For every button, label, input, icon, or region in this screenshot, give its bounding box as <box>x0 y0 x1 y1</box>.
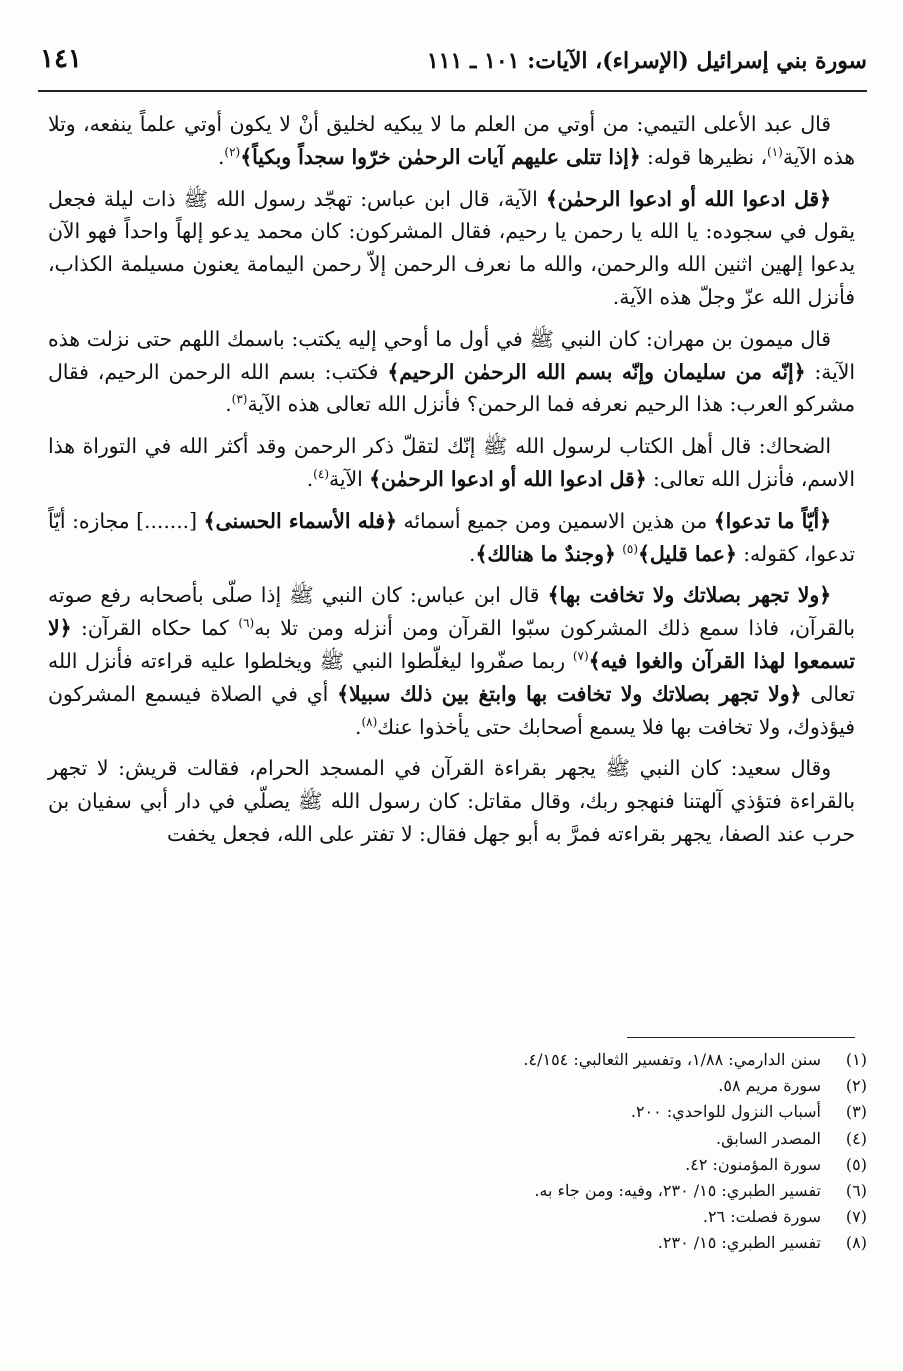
text-run: قال ميمون بن مهران: كان النبي ﷺ في أول ما أوحي إليه يكتب: باسمك اللهم حتى نزلت هذه الآية: <box>48 326 855 384</box>
text-run: . <box>225 392 232 417</box>
text-run: أي في الصلاة فيسمع المشركون فيؤذوك، ولا تخافت بها فلا يسمع أصحابك حتى يأخذوا عنك <box>48 681 855 739</box>
text-run: . <box>355 714 362 739</box>
footnote-number: (٧) <box>845 1207 867 1227</box>
paragraph <box>48 579 855 743</box>
footnote-text: تفسير الطبري: ١٥/ ٢٣٠، وفيه: ومن جاء به. <box>534 1181 821 1201</box>
quran-verse: ﴿فله الأسماء الحسنى﴾ <box>203 508 397 533</box>
paragraph <box>48 752 855 850</box>
text-run: ربما صفّروا ليغلّطوا النبي ﷺ ويخلطوا عليه قراءته فأنزل الله تعالى <box>48 648 856 706</box>
footnote-ref: (٣) <box>231 392 248 407</box>
quran-verse: ﴿ولا تجهر بصلاتك ولا تخافت بها وابتغ بين ذلك سبيلا﴾ <box>337 681 802 706</box>
footnote-text: سنن الدارمي: ١/٨٨، وتفسير الثعالبي: ٤/١٥٤. <box>523 1050 821 1069</box>
text-run: . <box>217 144 225 169</box>
paragraph <box>48 108 855 174</box>
footnote-ref: (٢) <box>224 145 241 160</box>
footnote-item <box>48 1047 867 1073</box>
text-run: . <box>306 466 314 491</box>
paragraph <box>48 430 855 496</box>
paragraph <box>48 505 855 571</box>
page-header <box>38 42 867 88</box>
text-run: كما حكاه القرآن: <box>71 616 239 641</box>
footnote-number: (٣) <box>845 1102 867 1122</box>
text-run: فكتب: بسم الله الرحمن الرحيم، فقال مشركو العرب: هذا الرحيم نعرفه فما الرحمن؟ فأنزل الله تعالى هذه الآية <box>48 359 855 417</box>
footnote-ref: (٥) <box>622 541 639 556</box>
footnote-text: أسباب النزول للواحدي: ٢٠٠. <box>630 1102 821 1122</box>
text-run: قال عبد الأعلى التيمي: من أوتي من العلم ما لا يبكيه لخليق أنْ لا يكون أوتي علماً ينفعه، وتلا هذه الآية <box>48 112 855 169</box>
footnote-number: (٨) <box>845 1233 867 1253</box>
quran-verse: ﴿وجندٌ ما هنالك﴾ <box>475 541 616 566</box>
text-run: الآية، قال ابن عباس: تهجّد رسول الله ﷺ ذات ليلة فجعل يقول في سجوده: يا الله يا رحمن يا رحيم، فقال المشركون: كان محمد يدعو إلهاً واحداً فهو الآن يدعوا إلهين اثنين الله والرحمن، والله ما نعرف الرحمن إلاّ رحمن اليمامة يعنون مسيلمة الكذاب، فأنزل الله عزّ وجلّ هذه الآية. <box>48 186 855 309</box>
quran-verse: ﴿إذا تتلى عليهم آيات الرحمٰن خرّوا سجداً وبكياً﴾ <box>240 144 641 169</box>
page-number: ١٤١ <box>40 44 82 74</box>
text-run: . <box>469 541 476 566</box>
main-text <box>48 108 855 860</box>
header-rule <box>38 90 867 92</box>
footnote-separator <box>627 1037 855 1038</box>
quran-verse: ﴿أيّاً ما تدعوا﴾ <box>713 508 831 533</box>
text-run: من هذين الاسمين ومن جميع أسمائه <box>396 508 714 533</box>
footnote-item <box>48 1126 867 1152</box>
footnote-text: تفسير الطبري: ١٥/ ٢٣٠. <box>657 1233 821 1253</box>
footnote-ref: (٨) <box>361 714 378 729</box>
footnote-text: سورة المؤمنون: ٤٢. <box>685 1154 821 1174</box>
footnote-item <box>48 1073 867 1099</box>
quran-verse: ﴿قل ادعوا الله أو ادعوا الرحمٰن﴾ <box>545 186 832 211</box>
footnote-text: المصدر السابق. <box>715 1128 821 1148</box>
text-run: ، نظيرها قوله: <box>640 144 768 169</box>
quran-verse: ﴿قل ادعوا الله أو ادعوا الرحمٰن﴾ <box>369 466 647 491</box>
text-run: الضحاك: قال أهل الكتاب لرسول الله ﷺ إنّك لتقلّ ذكر الرحمن وقد أكثر الله في التوراة هذا الاسم، فأنزل الله تعالى: <box>48 434 855 491</box>
footnote-item <box>48 1204 867 1230</box>
quran-verse: ﴿عما قليل﴾ <box>638 541 737 566</box>
footnote-ref: (٦) <box>238 616 255 631</box>
footnote-item <box>48 1230 867 1256</box>
footnote-ref: (٤) <box>313 467 329 482</box>
footnote-item <box>48 1152 867 1178</box>
footnote-item <box>48 1099 867 1125</box>
quran-verse: ﴿ولا تجهر بصلاتك ولا تخافت بها﴾ <box>547 583 831 608</box>
text-run: الآية <box>329 466 370 491</box>
quran-verse: ﴿لا تسمعوا لهذا القرآن والغوا فيه﴾ <box>48 616 855 673</box>
footnote-item <box>48 1178 867 1204</box>
text-run: [.......] مجازه: أيّاً تدعوا، كقوله: <box>48 508 855 566</box>
footnote-text: سورة فصلت: ٢٦. <box>702 1207 821 1227</box>
paragraph <box>48 323 855 421</box>
paragraph <box>48 183 855 314</box>
footnote-ref: (١) <box>767 145 783 160</box>
text-run: وقال سعيد: كان النبي ﷺ يجهر بقراءة القرآن في المسجد الحرام، فقالت قريش: لا تجهر بالقراءة فتؤذي آلهتنا فنهجو ربك، وقال مقاتل: كان رسول الله ﷺ يصلّي في دار أبي سفيان بن حرب عند الصفا، يجهر بقراءته فمرَّ به أبو جهل فقال: لا تفتر على الله، فجعل يخفت <box>48 756 855 846</box>
footnotes <box>48 1047 867 1257</box>
footnote-number: (٤) <box>845 1128 867 1148</box>
footnote-number: (٦) <box>845 1181 867 1201</box>
footnote-number: (٥) <box>845 1154 867 1174</box>
footnote-ref: (٧) <box>572 649 589 664</box>
footnote-number: (١) <box>845 1050 867 1069</box>
quran-verse: ﴿إنّه من سليمان وإنّه بسم الله الرحمٰن الرحيم﴾ <box>387 359 806 384</box>
text-run: قال ابن عباس: كان النبي ﷺ إذا صلّى بأصحابه رفع صوته بالقرآن، فاذا سمع ذلك المشركون سبّوا القرآن ومن أنزله ومن تلا به <box>48 583 855 641</box>
footnote-text: سورة مريم ٥٨. <box>718 1076 821 1096</box>
running-title: سورة بني إسرائيل (الإسراء)، الآيات: ١٠١ ـ ١١١ <box>426 48 867 74</box>
footnote-number: (٢) <box>845 1076 867 1096</box>
